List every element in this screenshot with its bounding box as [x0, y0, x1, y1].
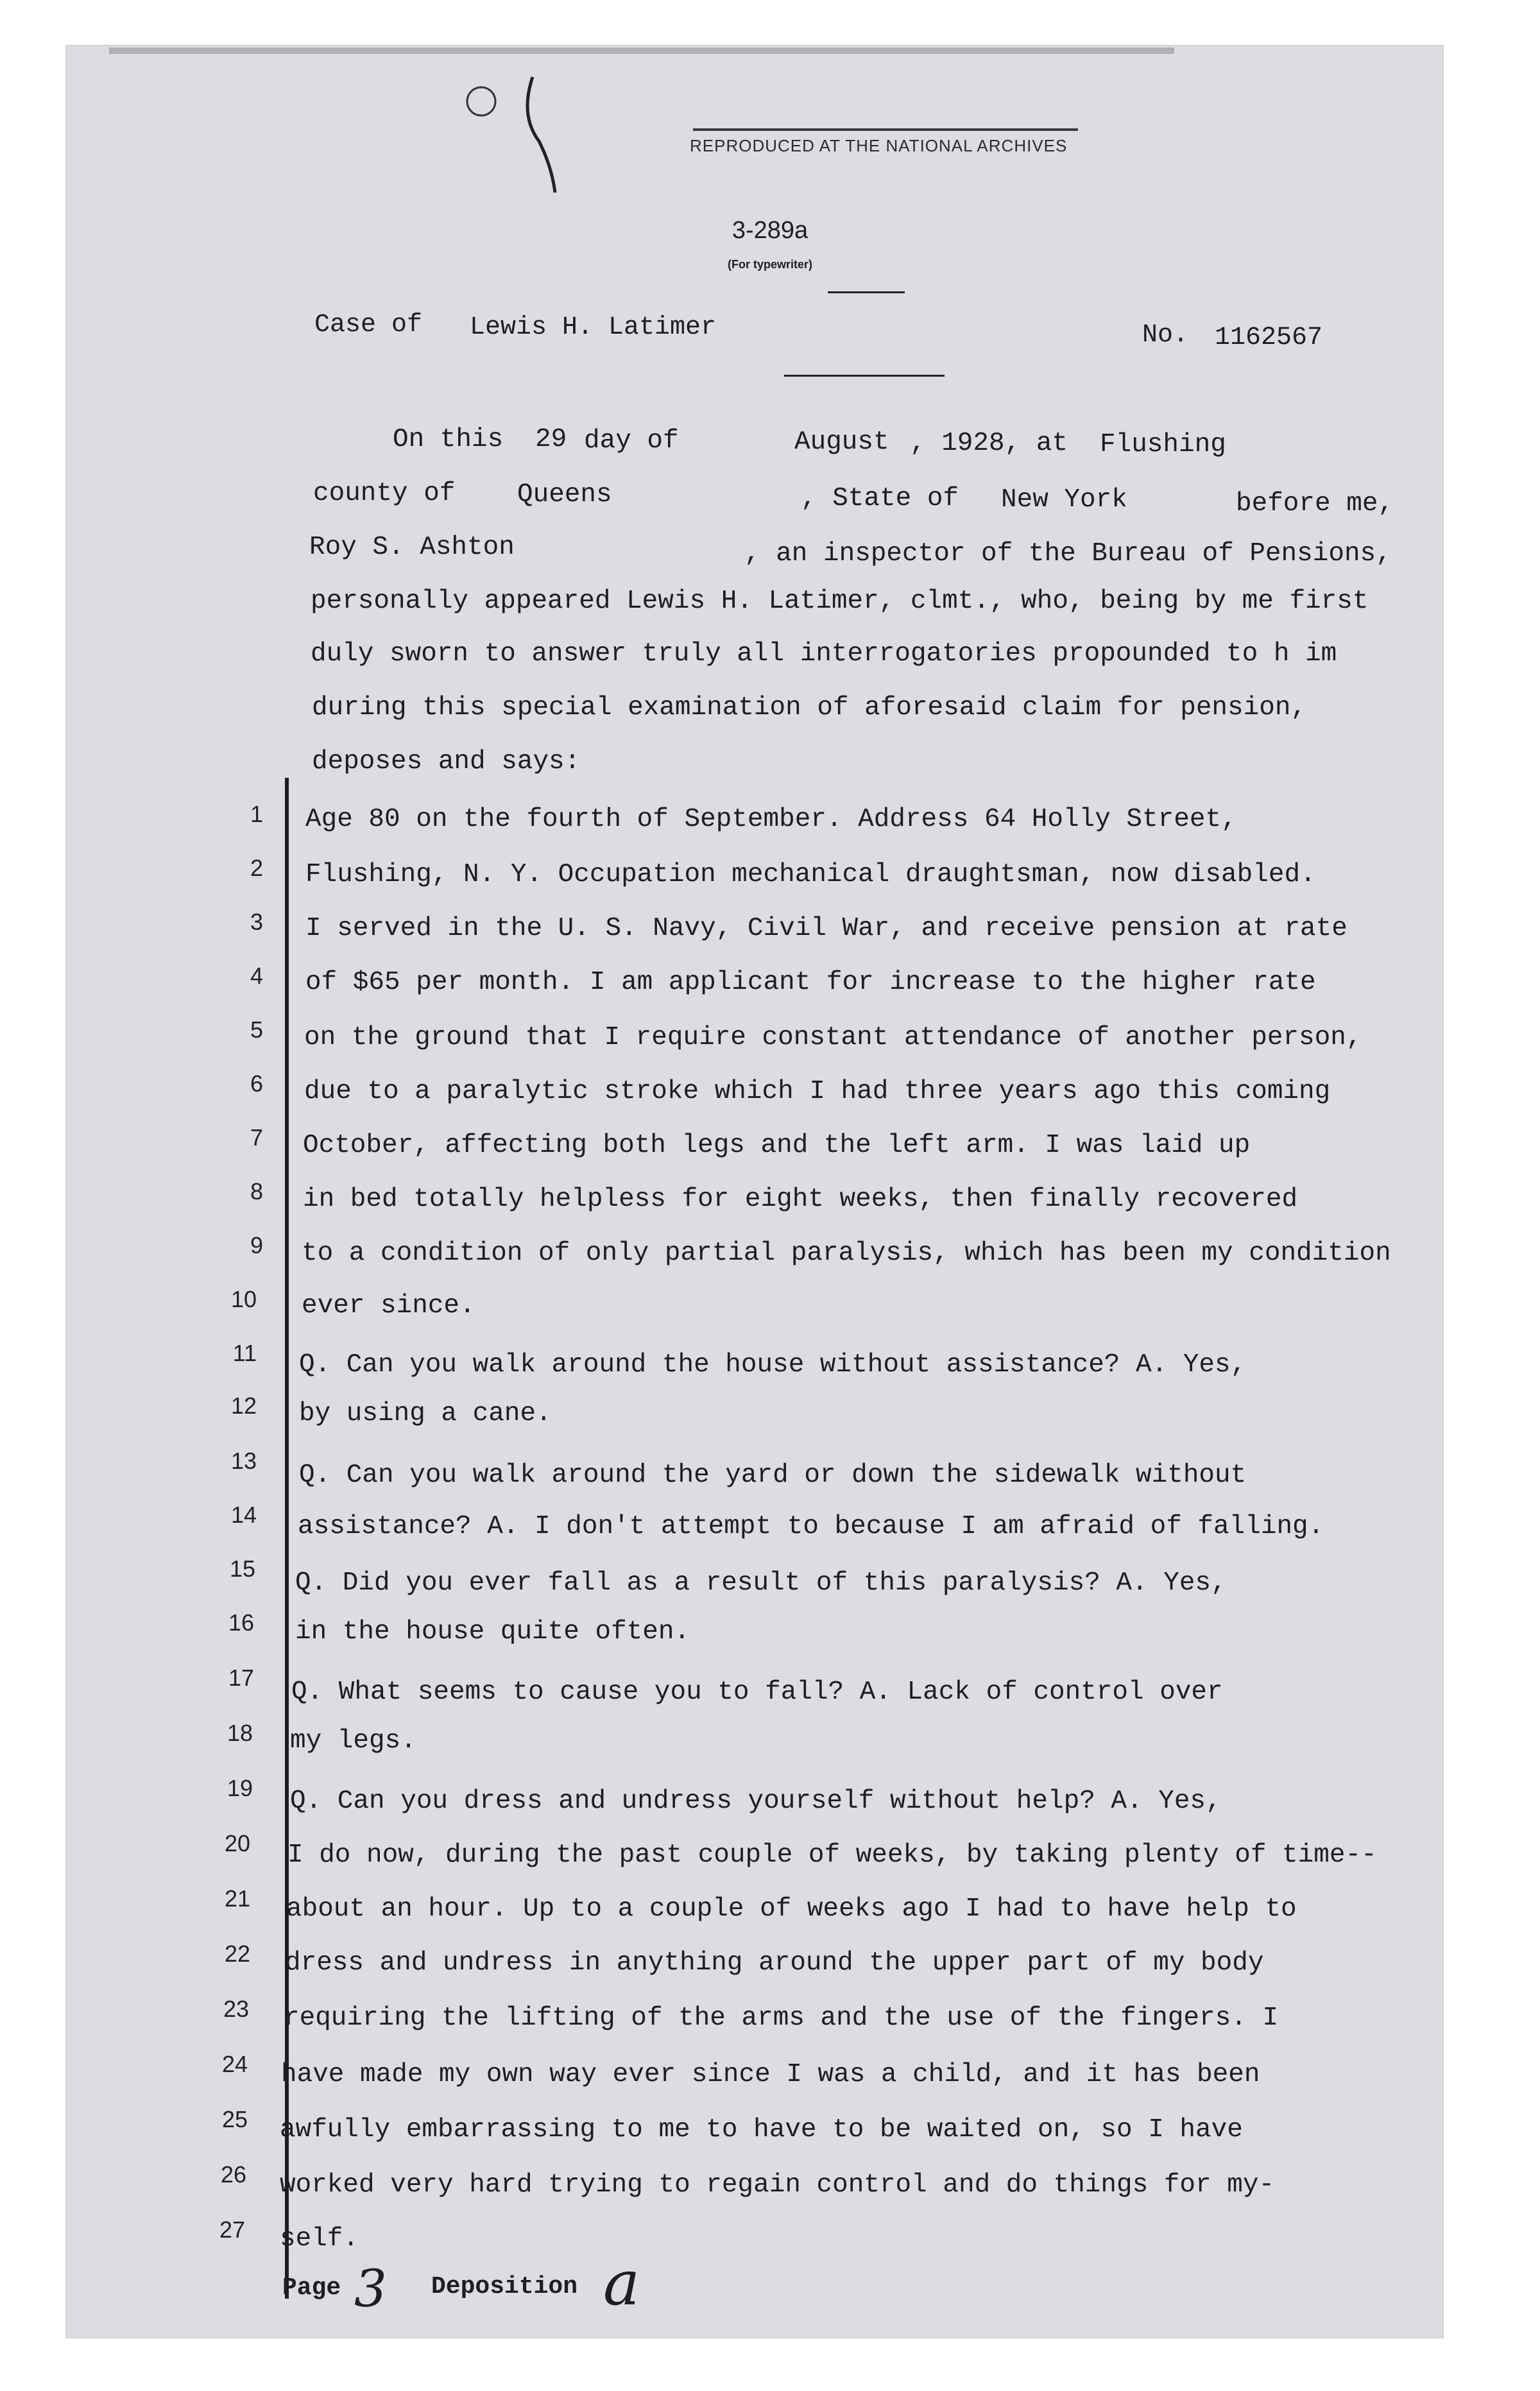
intro-year: , 1928, at	[910, 429, 1068, 458]
deposition-line: about an hour. Up to a couple of weeks ago I had to have help to	[286, 1894, 1297, 1924]
intro-line-7: deposes and says:	[312, 747, 581, 776]
line-number: 11	[232, 1340, 257, 1366]
page-value: 3	[354, 2259, 387, 2318]
line-number: 12	[230, 1393, 257, 1419]
line-number: 19	[227, 1775, 253, 1801]
line-number: 21	[224, 1885, 250, 1912]
intro-line-6: during this special examination of aforesaid claim for pension,	[312, 693, 1307, 723]
deposition-line: Q. Did you ever fall as a result of this paralysis? A. Yes,	[295, 1568, 1227, 1598]
deposition-line: due to a paralytic stroke which I had three years ago this coming	[304, 1077, 1331, 1106]
case-label: Case of	[314, 311, 423, 339]
form-note: (For typewriter)	[727, 258, 812, 271]
deposition-line: of $65 per month. I am applicant for increase to the higher rate	[305, 968, 1316, 997]
deposition-line: I served in the U. S. Navy, Civil War, and receive pension at rate	[305, 914, 1348, 943]
line-number: 13	[230, 1448, 257, 1474]
line-number: 17	[228, 1665, 254, 1691]
stamp-rule	[693, 128, 1078, 131]
line-number: 1	[250, 801, 263, 827]
deposition-line: in the house quite often.	[295, 1617, 690, 1647]
intro-text: , State of	[801, 484, 959, 513]
intro-text: On this	[393, 425, 504, 454]
intro-month: August	[794, 427, 889, 457]
intro-text: county of	[313, 479, 456, 508]
deposition-line: self.	[280, 2224, 359, 2254]
scan-mark-icon	[96, 39, 1251, 205]
line-number: 7	[250, 1124, 263, 1151]
line-number: 23	[223, 1996, 249, 2022]
intro-text: before me,	[1236, 489, 1394, 518]
deposition-line: assistance? A. I don't attempt to because I am afraid of falling.	[298, 1512, 1324, 1541]
line-number: 3	[250, 909, 263, 935]
deposition-line: have made my own way ever since I was a child, and it has been	[281, 2060, 1260, 2089]
case-rule	[784, 375, 945, 377]
case-no-label: No.	[1142, 321, 1189, 350]
line-number: 24	[221, 2051, 248, 2077]
deposition-line: my legs.	[290, 1726, 416, 1756]
deposition-line: dress and undress in anything around the upper part of my body	[285, 1948, 1264, 1978]
line-number: 22	[224, 1941, 250, 1967]
deposition-line: October, affecting both legs and the left arm. I was laid up	[303, 1131, 1251, 1160]
intro-state: New York	[1001, 485, 1127, 515]
archives-stamp: REPRODUCED AT THE NATIONAL ARCHIVES	[690, 136, 1068, 155]
line-number: 5	[250, 1016, 263, 1043]
line-number: 9	[250, 1232, 263, 1258]
intro-place: Flushing	[1100, 430, 1226, 459]
line-number: 14	[230, 1502, 257, 1528]
deposition-line: requiring the lifting of the arms and the use of the fingers. I	[284, 2003, 1279, 2033]
line-number: 10	[230, 1286, 257, 1312]
intro-text: , an inspector of the Bureau of Pensions,	[744, 539, 1392, 569]
intro-inspector: Roy S. Ashton	[309, 533, 515, 562]
deposition-line: I do now, during the past couple of weeks, by taking plenty of time--	[287, 1840, 1377, 1870]
line-number: 15	[229, 1555, 255, 1582]
deposition-line: on the ground that I require constant attendance of another person,	[304, 1023, 1362, 1052]
deposition-line: Q. Can you walk around the yard or down the sidewalk without	[299, 1461, 1247, 1490]
deposition-line: Q. What seems to cause you to fall? A. Lack of control over	[291, 1677, 1223, 1707]
line-number: 4	[250, 963, 263, 989]
line-number: 6	[250, 1070, 263, 1097]
deposition-line: Q. Can you walk around the house without assistance? A. Yes,	[299, 1350, 1247, 1380]
deposition-line: in bed totally helpless for eight weeks, then finally recovered	[303, 1185, 1298, 1214]
intro-text: day of	[584, 426, 679, 456]
deposition-line: Flushing, N. Y. Occupation mechanical draughtsman, now disabled.	[305, 860, 1316, 889]
case-no-value: 1162567	[1215, 323, 1323, 352]
intro-line-5: duly sworn to answer truly all interrogatories propounded to h im	[311, 639, 1337, 669]
line-number: 20	[224, 1830, 250, 1856]
line-number: 26	[220, 2161, 246, 2188]
deposition-value: a	[603, 2247, 640, 2319]
intro-county: Queens	[517, 480, 612, 510]
deposition-line: by using a cane.	[299, 1399, 552, 1428]
form-rule	[828, 291, 905, 293]
line-number: 8	[250, 1178, 263, 1204]
deposition-line: worked very hard trying to regain control and do things for my-	[280, 2170, 1275, 2200]
form-number: 3-289a	[732, 217, 809, 244]
deposition-line: ever since.	[302, 1291, 475, 1321]
line-number: 18	[227, 1720, 253, 1746]
line-number: 27	[219, 2216, 245, 2243]
line-number: 25	[221, 2106, 248, 2132]
intro-line-4: personally appeared Lewis H. Latimer, clmt., who, being by me first	[311, 587, 1369, 616]
deposition-label: Deposition	[431, 2273, 578, 2301]
deposition-line: Age 80 on the fourth of September. Address 64 Holly Street,	[305, 805, 1237, 834]
deposition-line: to a condition of only partial paralysis, which has been my condition	[302, 1238, 1391, 1268]
deposition-line: Q. Can you dress and undress yourself without help? A. Yes,	[290, 1787, 1222, 1816]
page-label: Page	[282, 2274, 341, 2302]
line-number: 16	[228, 1609, 254, 1636]
intro-day: 29	[535, 425, 567, 454]
case-name: Lewis H. Latimer	[470, 313, 717, 342]
line-number: 2	[250, 855, 263, 881]
deposition-line: awfully embarrassing to me to have to be waited on, so I have	[280, 2115, 1243, 2145]
